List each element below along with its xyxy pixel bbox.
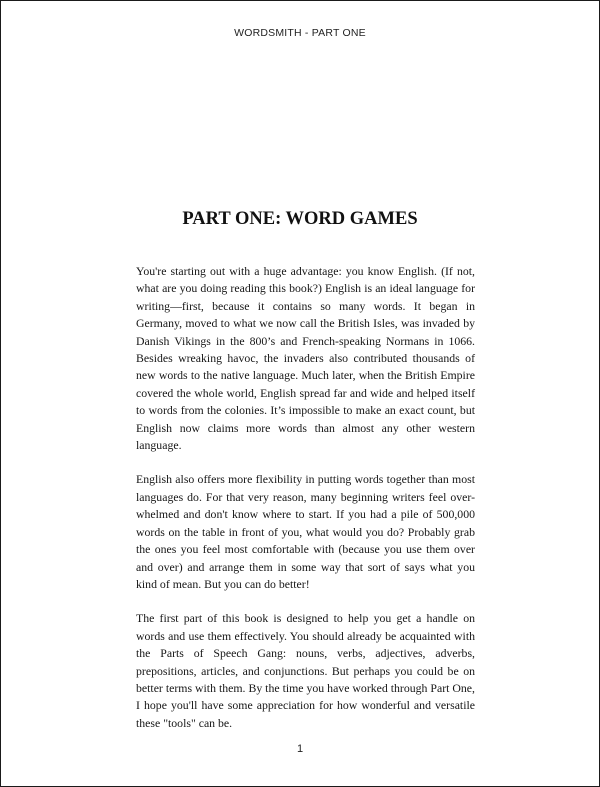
running-header: WORDSMITH - PART ONE [234, 27, 366, 39]
page-number: 1 [296, 743, 304, 755]
paragraph: The first part of this book is designed to help you get a handle on words and use them effectively. You should already be acquainted with the Parts of Speech Gang: nouns, verbs, adjectives, adverbs, prepositions, articles, and conjunctions. But perhaps you could be on better terms with them. By the time you have worked through Part One, I hope you'll have some appreciation for how wonderful and versatile these "tools" can be. [136, 611, 475, 730]
chapter-title: PART ONE: WORD GAMES [182, 209, 418, 229]
paragraph: You're starting out with a huge advantage: you know English. (If not, what are you doing reading this book?) English is an ideal language for writing—first, because it contains so many words. It began in Germany, moved to what we now call the British Isles, was invaded by Danish Vikings in the 800’s and French-speaking Normans in 1066. Besides wreaking havoc, the invaders also contributed thousands of new words to the native language. Much later, when the British Empire covered the whole world, English spread far and wide and helped itself to words from the colonies. It’s impossible to make an exact count, but English now claims more words than almost any other western language. [136, 264, 475, 453]
paragraph: English also offers more flexibility in putting words together than most languages do. For that very reason, many beginning writers feel over-whelmed and don't know where to start. If you had a pile of 500,000 words on the table in front of you, what would you do? Probably grab the ones you feel most comfortable with (because you use them over and over) and arrange them in some way that sort of says what you kind of mean. But you can do better! [136, 472, 475, 591]
body-text [136, 263, 475, 749]
